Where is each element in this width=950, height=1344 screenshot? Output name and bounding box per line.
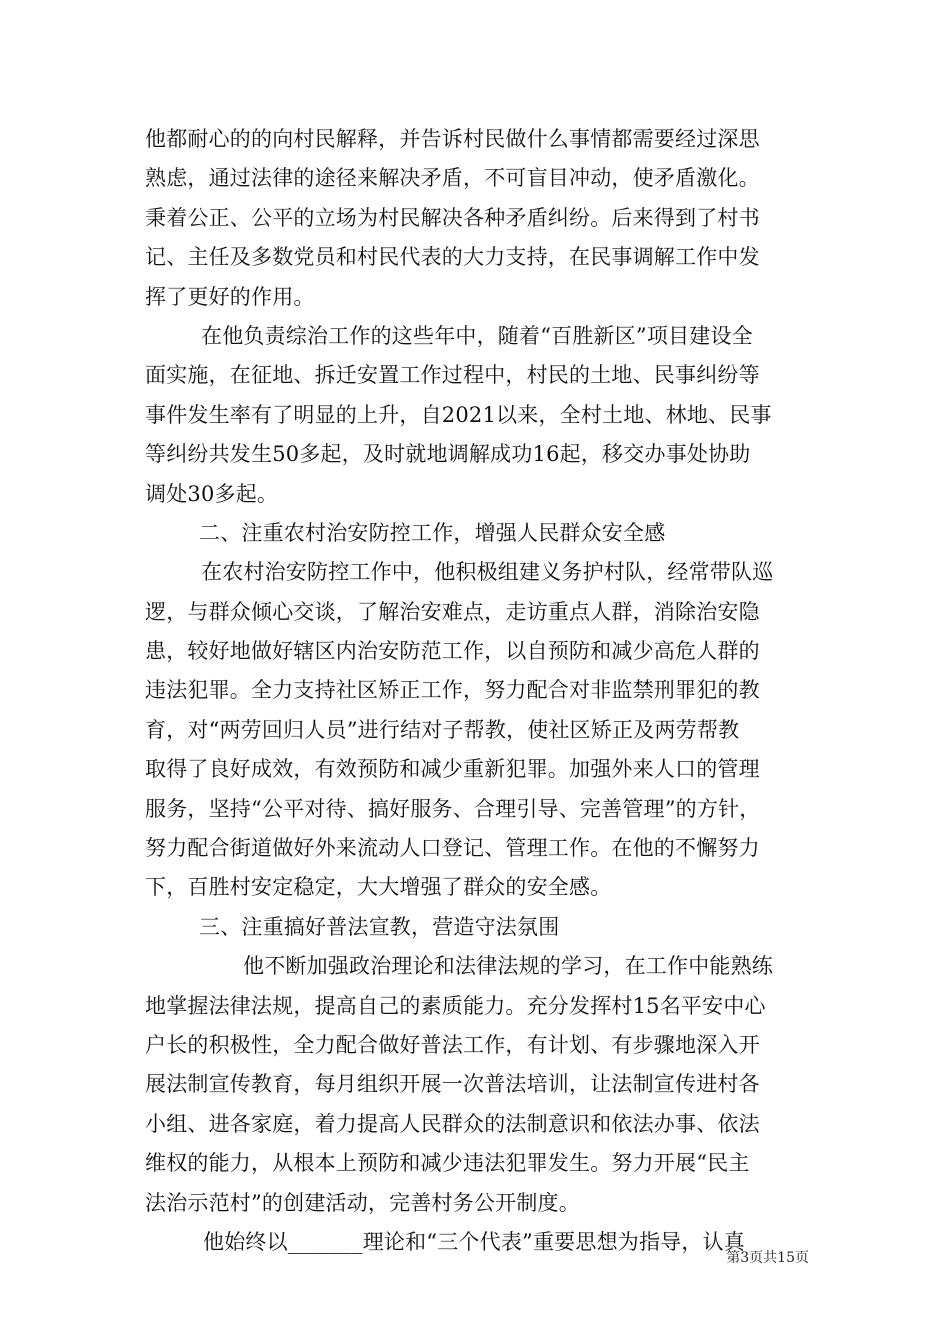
text-line: 努力配合街道做好外来流动人口登记、管理工作。在他的不懈努力 <box>145 836 760 861</box>
text-line: 维权的能力，从根本上预防和减少违法犯罪发生。努力开展“民主 <box>145 1151 750 1176</box>
text-line: 小组、进各家庭，着力提高人民群众的法制意识和依法办事、依法 <box>145 1111 760 1136</box>
text-line: 服务，坚持“公平对待、搞好服务、合理引导、完善管理”的方针， <box>145 796 761 821</box>
text-line: 他都耐心的的向村民解释，并告诉村民做什么事情都需要经过深思 <box>145 127 760 151</box>
paragraph-start: 在他负责综治工作的这些年中，随着“百胜新区”项目建设全 <box>201 323 753 348</box>
text-line: 面实施，在征地、拆迁安置工作过程中，村民的土地、民事纠纷等 <box>145 363 760 388</box>
text-line: 等纠纷共发生50多起，及时就地调解成功16起，移交办事处协助 <box>145 442 751 467</box>
text-line: 育，对“两劳回归人员”进行结对子帮教，使社区矫正及两劳帮教 <box>145 717 740 742</box>
text-line: 逻，与群众倾心交谈，了解治安难点，走访重点人群，消除治安隐 <box>145 599 760 624</box>
text-line: 记、主任及多数党员和村民代表的大力支持，在民事调解工作中发 <box>145 245 760 270</box>
text-line: 挥了更好的作用。 <box>145 284 315 309</box>
paragraph-start: 他始终以_______理论和“三个代表”重要思想为指导，认真 <box>203 1229 745 1254</box>
text-line: 户长的积极性，全力配合做好普法工作，有计划、有步骤地深入开 <box>145 1032 760 1057</box>
text-line: 患，较好地做好辖区内治安防范工作，以自预防和减少高危人群的 <box>145 639 760 664</box>
page-number: 第3页共15页 <box>726 1250 809 1266</box>
document-body <box>145 120 810 1262</box>
section-heading: 三、注重搞好普法宣教，营造守法氛围 <box>199 914 560 939</box>
text-line: 熟虑，通过法律的途径来解决矛盾，不可盲目冲动，使矛盾激化。 <box>145 166 760 191</box>
text-line: 调处30多起。 <box>145 481 279 506</box>
text-line: 地掌握法律法规，提高自己的素质能力。充分发挥村15名平安中心 <box>145 993 766 1018</box>
text-line: 下，百胜村安定稳定，大大增强了群众的安全感。 <box>145 875 612 900</box>
text-line: 展法制宣传教育，每月组织开展一次普法培训，让法制宣传进村各 <box>145 1072 760 1097</box>
text-line: 秉着公正、公平的立场为村民解决各种矛盾纠纷。后来得到了村书 <box>145 205 760 230</box>
paragraph-start: 在农村治安防控工作中，他积极组建义务护村队，经常带队巡 <box>201 560 774 585</box>
text-line: 违法犯罪。全力支持社区矫正工作，努力配合对非监禁刑罪犯的教 <box>145 678 760 703</box>
text-line: 事件发生率有了明显的上升，自2021以来，全村土地、林地、民事 <box>145 402 772 427</box>
paragraph-start: 他不断加强政治理论和法律法规的学习，在工作中能熟练 <box>243 954 773 979</box>
text-line: 取得了良好成效，有效预防和减少重新犯罪。加强外来人口的管理 <box>145 757 760 782</box>
section-heading: 二、注重农村治安防控工作，增强人民群众安全感 <box>199 520 666 545</box>
text-line: 法治示范村”的创建活动，完善村务公开制度。 <box>145 1190 580 1215</box>
